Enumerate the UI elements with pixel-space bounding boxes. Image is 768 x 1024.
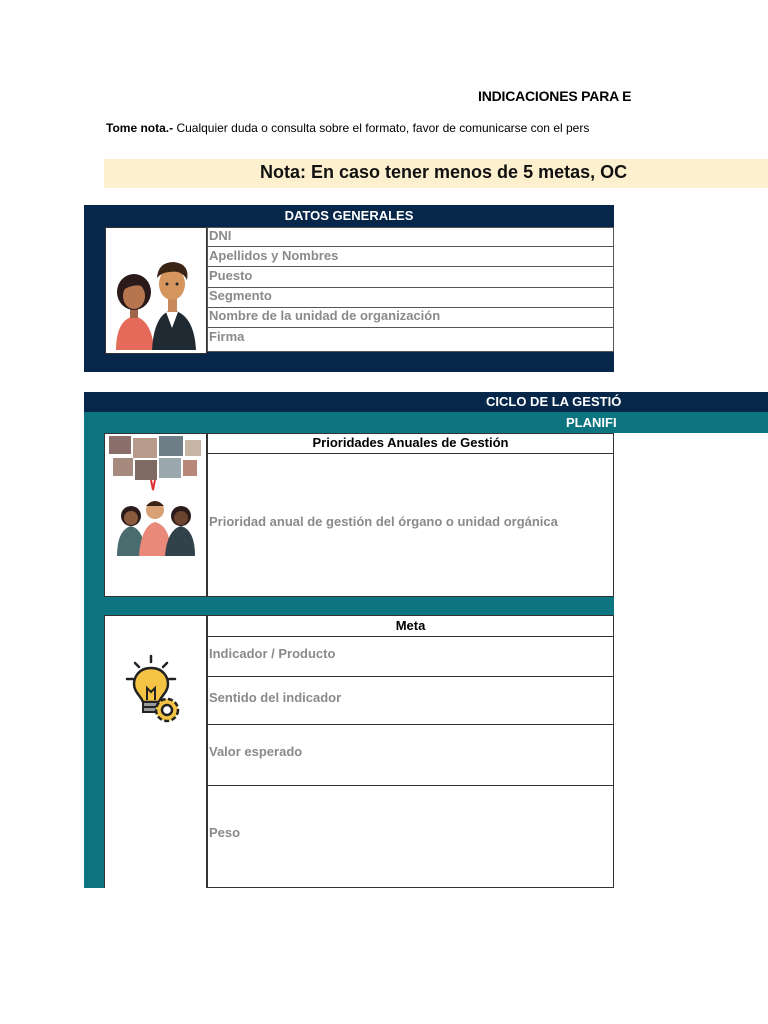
field-indicador-producto[interactable] [207,637,614,677]
indicador-producto-label: Indicador / Producto [209,646,336,661]
note-banner [104,159,768,188]
note-banner-text: Nota: En caso tener menos de 5 metas, OC [260,162,628,182]
peso-label: Peso [209,825,241,840]
ciclo-gestion-bar [84,392,768,412]
ciclo-gestion-heading: CICLO DE LA GESTIÓ [486,394,622,409]
field-segmento[interactable]: Segmento [207,288,614,308]
lightbulb-gear-icon [104,615,207,888]
note-label: Tome nota.- [106,121,174,135]
field-peso[interactable] [207,786,614,888]
field-valor-esperado[interactable] [207,725,614,786]
prioridad-anual-placeholder: Prioridad anual de gestión del órgano o unidad orgánica [209,514,558,529]
field-sentido-indicador[interactable] [207,677,614,725]
prioridades-heading: Prioridades Anuales de Gestión [207,433,614,454]
field-puesto[interactable]: Puesto [207,267,614,288]
field-unidad-organizacion[interactable]: Nombre de la unidad de organización [207,308,614,328]
field-firma[interactable]: Firma [207,328,614,352]
page-title: INDICACIONES PARA E [478,88,632,104]
planificacion-bar [84,412,768,433]
datos-generales-heading: DATOS GENERALES [284,208,414,223]
field-apellidos-nombres[interactable]: Apellidos y Nombres [207,247,614,267]
prioridad-anual-field[interactable] [207,453,614,597]
datos-generales-section [84,205,614,372]
planificacion-heading: PLANIFI [566,415,617,430]
note-line [106,121,768,135]
meta-heading: Meta [207,615,614,637]
sentido-indicador-label: Sentido del indicador [209,690,342,705]
people-illustration-icon [105,227,207,354]
datos-generales-table [207,227,614,352]
field-dni[interactable]: DNI [207,227,614,247]
valor-esperado-label: Valor esperado [209,744,303,759]
note-text: Cualquier duda o consulta sobre el formato, favor de comunicarse con el pers [173,121,590,135]
team-photos-illustration-icon [104,433,207,597]
